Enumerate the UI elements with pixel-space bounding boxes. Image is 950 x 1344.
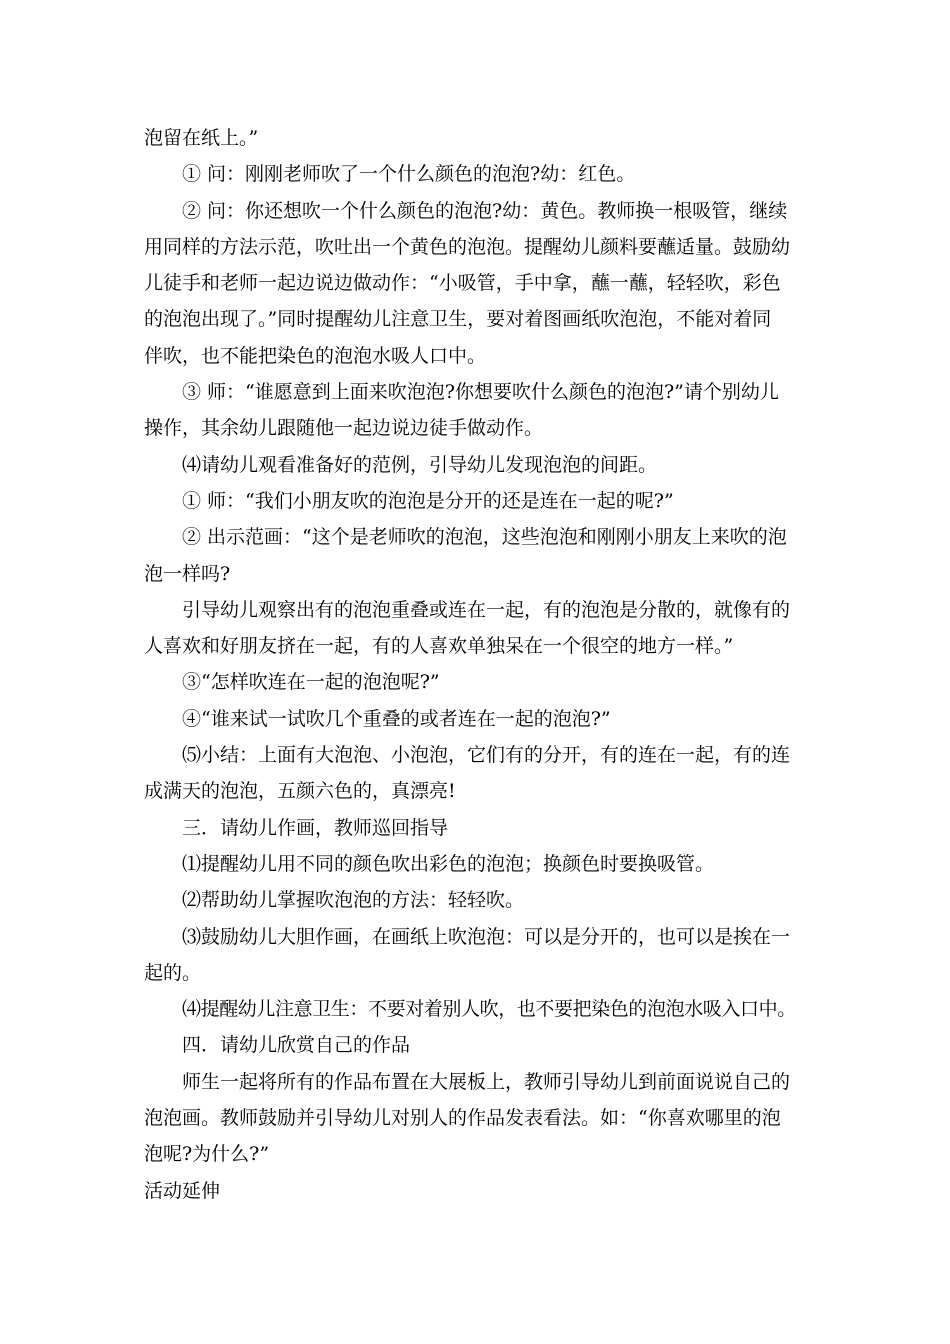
text-line: 泡留在纸上。”: [144, 127, 259, 149]
text-line: ④“谁来试一试吹几个重叠的或者连在一起的泡泡?”: [182, 707, 611, 730]
text-line: ② 问：你还想吹一个什么颜色的泡泡?幼：黄色。教师换一根吸管，继续: [182, 199, 788, 222]
text-line: ⑶鼓励幼儿大胆作画，在画纸上吹泡泡：可以是分开的，也可以是挨在一: [182, 925, 791, 948]
text-line: 儿徒手和老师一起边说边做动作：“小吸管，手中拿，蘸一蘸，轻轻吹，彩色: [144, 272, 781, 295]
text-line: ① 师：“我们小朋友吹的泡泡是分开的还是连在一起的呢?”: [182, 489, 674, 512]
text-line: ① 问：刚刚老师吹了一个什么颜色的泡泡?幼：红色。: [182, 163, 636, 186]
text-line: 操作，其余幼儿跟随他一起边说边徒手做动作。: [144, 417, 544, 440]
text-line: ⑵帮助幼儿掌握吹泡泡的方法：轻轻吹。: [182, 889, 525, 912]
text-line: 用同样的方法示范，吹吐出一个黄色的泡泡。提醒幼儿颜料要蘸适量。鼓励幼: [144, 235, 791, 258]
section-heading: 活动延伸: [144, 1179, 221, 1202]
text-line: ③ 师：“谁愿意到上面来吹泡泡?你想要吹什么颜色的泡泡?”请个别幼儿: [182, 381, 779, 404]
text-line: ② 出示范画：“这个是老师吹的泡泡，这些泡泡和刚刚小朋友上来吹的泡: [182, 526, 787, 549]
text-line: 师生一起将所有的作品布置在大展板上，教师引导幼儿到前面说说自己的: [182, 1070, 791, 1093]
text-line: ⑷提醒幼儿注意卫生：不要对着别人吹，也不要把染色的泡泡水吸入口中。: [182, 998, 796, 1021]
text-line: 泡泡画。教师鼓励并引导幼儿对别人的作品发表看法。如：“你喜欢哪里的泡: [144, 1107, 781, 1130]
text-line: 的泡泡出现了。”同时提醒幼儿注意卫生，要对着图画纸吹泡泡，不能对着同: [144, 308, 772, 331]
text-line: ⑷请幼儿观看准备好的范例，引导幼儿发现泡泡的间距。: [182, 453, 658, 476]
document-body: [144, 120, 814, 1209]
text-line: 起的。: [144, 961, 202, 984]
section-heading: 三．请幼儿作画，教师巡回指导: [182, 816, 449, 839]
text-line: 泡呢?为什么?”: [144, 1143, 270, 1166]
text-line: ⑴提醒幼儿用不同的颜色吹出彩色的泡泡；换颜色时要换吸管。: [182, 852, 715, 875]
text-line: 成满天的泡泡，五颜六色的，真漂亮!: [144, 780, 456, 803]
section-heading: 四．请幼儿欣赏自己的作品: [182, 1034, 411, 1057]
text-line: 伴吹，也不能把染色的泡泡水吸人口中。: [144, 344, 487, 367]
text-line: 引导幼儿观察出有的泡泡重叠或连在一起，有的泡泡是分散的，就像有的: [182, 598, 791, 621]
text-line: 人喜欢和好朋友挤在一起，有的人喜欢单独呆在一个很空的地方一样。”: [144, 635, 734, 658]
text-line: ③“怎样吹连在一起的泡泡呢?”: [182, 671, 440, 694]
text-line: 泡一样吗?: [144, 562, 231, 585]
text-line: ⑸小结：上面有大泡泡、小泡泡，它们有的分开，有的连在一起，有的连: [182, 744, 791, 767]
